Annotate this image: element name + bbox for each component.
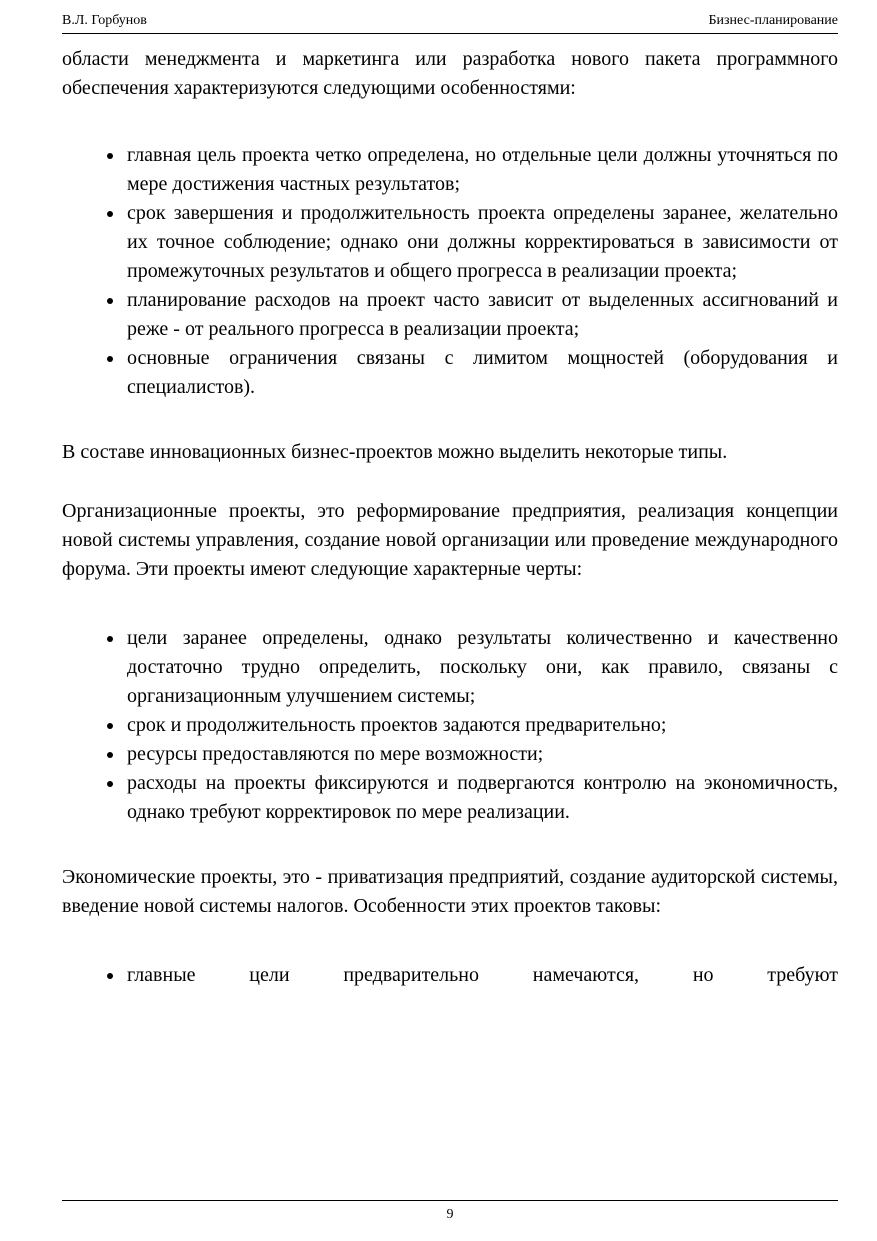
header-book-title: Бизнес-планирование <box>708 13 838 28</box>
list-item: • планирование расходов на проект часто зависит от выделенных ассигнований и реже - от реального прогресса в реализации проекта; <box>125 286 838 344</box>
list-item: • расходы на проекты фиксируются и подвергаются контролю на экономичность, однако требуют корректировок по мере реализации. <box>125 769 838 827</box>
page-body <box>62 45 838 990</box>
page-footer <box>62 1200 838 1223</box>
paragraph-types-intro: В составе инновационных бизнес-проектов можно выделить некоторые типы. <box>62 441 728 463</box>
paragraph-organizational-projects: Организационные проекты, это реформирование предприятия, реализация концепции новой системы управления, создание новой организации или проведение международного форума. Эти проекты имеют следующие характерные черты: <box>62 500 838 580</box>
bullet-list-project-features <box>62 141 838 402</box>
list-item: • ресурсы предоставляются по мере возможности; <box>125 740 838 769</box>
list-item: • цели заранее определены, однако результаты количественно и качественно достаточно трудно определить, поскольку они, как правило, связаны с организационным улучшением системы; <box>125 624 838 711</box>
list-item: • срок и продолжительность проектов задаются предварительно; <box>125 711 838 740</box>
list-item: • срок завершения и продолжительность проекта определены заранее, желательно их точное соблюдение; однако они должны корректироваться в зависимости от промежуточных результатов и общего прогресса в реализации проекта; <box>125 199 838 286</box>
page-header <box>62 12 838 30</box>
paragraph-economic-projects: Экономические проекты, это - приватизация предприятий, создание аудиторской системы, введение новой системы налогов. Особенности этих проектов таковы: <box>62 866 838 917</box>
page-number: 9 <box>446 1207 454 1222</box>
header-rule <box>62 33 838 34</box>
header-author: В.Л. Горбунов <box>62 13 147 28</box>
list-item: • главная цель проекта четко определена, но отдельные цели должны уточняться по мере достижения частных результатов; <box>125 141 838 199</box>
paragraph-intro: области менеджмента и маркетинга или разработка нового пакета программного обеспечения характеризуются следующими особенностями: <box>62 48 838 99</box>
bullet-list-organizational-traits <box>62 624 838 827</box>
list-item: • главные цели предварительно намечаются, но требуют <box>125 961 838 990</box>
list-item: • основные ограничения связаны с лимитом мощностей (оборудования и специалистов). <box>125 344 838 402</box>
bullet-list-economic-traits <box>62 961 838 990</box>
footer-rule <box>62 1200 838 1201</box>
